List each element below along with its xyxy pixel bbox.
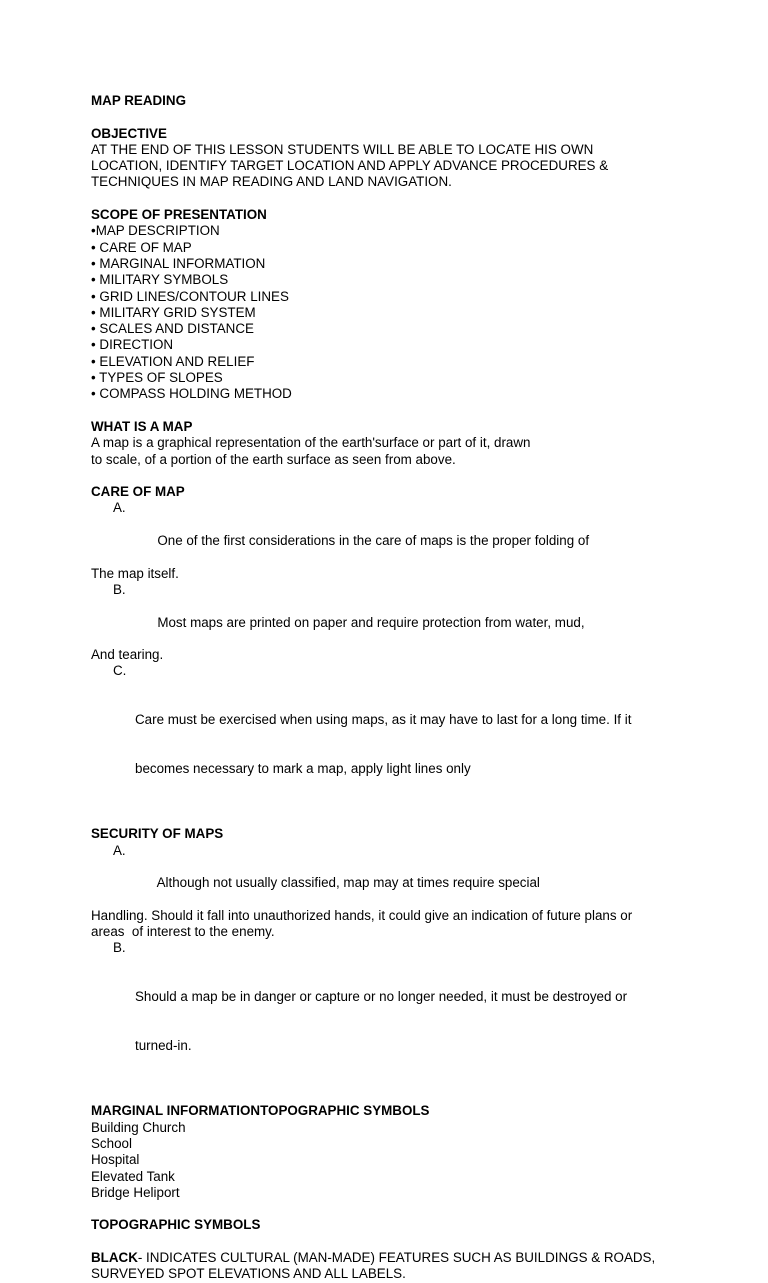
what-is-map-line: A map is a graphical representation of the earth'surface or part of it, drawn xyxy=(91,435,531,451)
security-item-a-continuation: areas of interest to the enemy. xyxy=(91,924,275,940)
scope-item: •MAP DESCRIPTION xyxy=(91,223,220,239)
objective-line: AT THE END OF THIS LESSON STUDENTS WILL BE ABLE TO LOCATE HIS OWN xyxy=(91,141,594,157)
spacer xyxy=(91,1201,691,1217)
security-item-b-text: Should a map be in danger or capture or no longer needed, it must be destroyed or xyxy=(135,989,628,1005)
scope-item: • CARE OF MAP xyxy=(91,239,192,255)
security-item-a-text: Although not usually classified, map may at times require special xyxy=(156,875,540,891)
spacer xyxy=(91,191,691,207)
list-marker: A. xyxy=(113,500,126,516)
topo-black-continuation: SURVEYED SPOT ELEVATIONS AND ALL LABELS. xyxy=(91,1266,406,1282)
spacer xyxy=(91,109,691,125)
scope-item: • MILITARY GRID SYSTEM xyxy=(91,304,256,320)
scope-item: • ELEVATION AND RELIEF xyxy=(91,353,255,369)
list-marker: B. xyxy=(113,581,126,597)
security-item-a-continuation: Handling. Should it fall into unauthorized hands, it could give an indication of future plans or xyxy=(91,907,633,923)
spacer xyxy=(91,1234,691,1250)
security-item-a xyxy=(91,843,691,908)
topo-black-label: BLACK xyxy=(91,1250,138,1266)
care-item-a-text: One of the first considerations in the care of maps is the proper folding of xyxy=(157,533,590,549)
care-item-b xyxy=(91,582,691,647)
care-of-map-heading: CARE OF MAP xyxy=(91,484,185,500)
care-item-c-continuation: becomes necessary to mark a map, apply light lines only xyxy=(135,761,471,777)
marginal-line: Bridge Heliport xyxy=(91,1184,180,1200)
objective-line: TECHNIQUES IN MAP READING AND LAND NAVIGATION. xyxy=(91,174,452,190)
list-marker: C. xyxy=(113,663,127,679)
spacer xyxy=(91,403,691,419)
scope-item: • COMPASS HOLDING METHOD xyxy=(91,386,292,402)
objective-line: LOCATION, IDENTIFY TARGET LOCATION AND APPLY ADVANCE PROCEDURES & xyxy=(91,158,609,174)
scope-item: • GRID LINES/CONTOUR LINES xyxy=(91,288,289,304)
marginal-line: Hospital xyxy=(91,1152,140,1168)
what-is-map-heading: WHAT IS A MAP xyxy=(91,418,193,434)
page-title: MAP READING xyxy=(91,93,186,108)
marginal-line: Elevated Tank xyxy=(91,1168,175,1184)
marginal-line: School xyxy=(91,1136,132,1151)
spacer xyxy=(91,810,691,826)
care-item-b-continuation: And tearing. xyxy=(91,647,164,663)
what-is-map-line: to scale, of a portion of the earth surface as seen from above. xyxy=(91,451,456,467)
topo-black-text: - INDICATES CULTURAL (MAN-MADE) FEATURES SUCH AS BUILDINGS & ROADS, xyxy=(137,1250,656,1266)
spacer xyxy=(91,468,691,484)
spacer xyxy=(91,1087,691,1103)
scope-heading: SCOPE OF PRESENTATION xyxy=(91,207,267,223)
security-item-b-continuation: turned-in. xyxy=(135,1038,192,1054)
care-item-c-text: Care must be exercised when using maps, as it may have to last for a long time. If it xyxy=(135,712,632,728)
marginal-line: Building Church xyxy=(91,1119,186,1135)
scope-item: • MARGINAL INFORMATION xyxy=(91,255,266,271)
marginal-heading: MARGINAL INFORMATIONTOPOGRAPHIC SYMBOLS xyxy=(91,1103,430,1119)
care-item-a-continuation: The map itself. xyxy=(91,565,179,581)
topo-black-line xyxy=(91,1250,691,1266)
scope-item: • TYPES OF SLOPES xyxy=(91,370,223,386)
care-item-b-text: Most maps are printed on paper and require protection from water, mud, xyxy=(157,614,585,630)
document-body xyxy=(91,93,691,1283)
list-marker: B. xyxy=(113,940,126,956)
security-item-b xyxy=(91,940,691,1087)
care-item-c xyxy=(91,663,691,810)
care-item-a xyxy=(91,500,691,565)
list-marker: A. xyxy=(113,842,126,858)
scope-item: • SCALES AND DISTANCE xyxy=(91,321,254,337)
scope-item: • MILITARY SYMBOLS xyxy=(91,272,229,288)
objective-heading: OBJECTIVE xyxy=(91,125,167,141)
scope-item: • DIRECTION xyxy=(91,337,174,353)
topo-heading: TOPOGRAPHIC SYMBOLS xyxy=(91,1217,261,1233)
security-heading: SECURITY OF MAPS xyxy=(91,826,224,842)
